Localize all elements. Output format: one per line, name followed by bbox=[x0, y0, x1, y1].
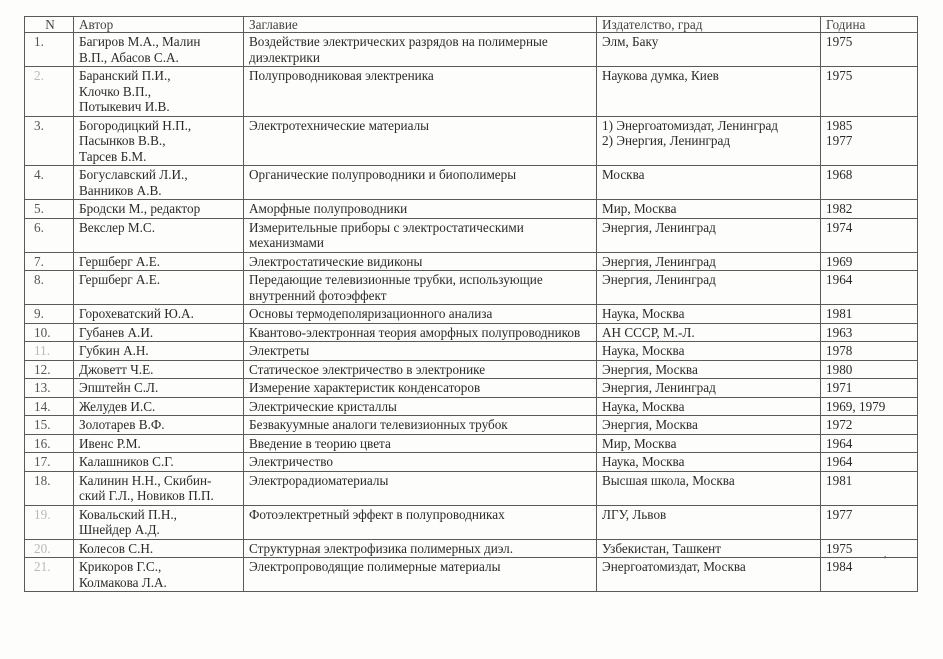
title-cell: Электрические кристаллы bbox=[244, 397, 597, 416]
bibliography-table bbox=[24, 16, 918, 592]
year-cell bbox=[821, 539, 918, 558]
author-cell bbox=[74, 379, 244, 398]
publisher-cell bbox=[597, 116, 821, 166]
year-cell bbox=[821, 271, 918, 305]
publisher-line: Узбекистан, Ташкент bbox=[602, 540, 722, 556]
author-cell bbox=[74, 342, 244, 361]
author-cell bbox=[74, 471, 244, 505]
title-cell: Аморфные полупроводники bbox=[244, 200, 597, 219]
title-cell: Структурная электрофизика полимерных диэл. bbox=[244, 539, 597, 558]
year-line: 1985 bbox=[826, 117, 853, 133]
table-row bbox=[25, 453, 918, 472]
year-line: 1977 bbox=[826, 506, 853, 522]
author-cell bbox=[74, 505, 244, 539]
author-text: Джоветт Ч.Е. bbox=[79, 361, 154, 377]
row-number: 7. bbox=[25, 252, 74, 271]
publisher-line: Энергия, Ленинград bbox=[602, 380, 716, 395]
year-cell bbox=[821, 305, 918, 324]
publisher-cell bbox=[597, 360, 821, 379]
table-row bbox=[25, 218, 918, 252]
title-cell: Электропроводящие полимерные материалы bbox=[244, 558, 597, 592]
author-cell bbox=[74, 33, 244, 67]
year-cell bbox=[821, 67, 918, 117]
header-author: Автор bbox=[74, 17, 244, 33]
row-number: 18. bbox=[25, 471, 74, 505]
year-line: 1968 bbox=[826, 167, 853, 182]
title-cell: Безвакуумные аналоги телевизионных трубок bbox=[244, 416, 597, 435]
author-text: Колесов С.Н. bbox=[79, 540, 154, 556]
publisher-cell bbox=[597, 539, 821, 558]
author-cell bbox=[74, 305, 244, 324]
year-cell bbox=[821, 360, 918, 379]
year-cell bbox=[821, 453, 918, 472]
year-cell bbox=[821, 416, 918, 435]
row-number: 5. bbox=[25, 200, 74, 219]
author-cell bbox=[74, 434, 244, 453]
year-cell bbox=[821, 505, 918, 539]
title-cell: Полупроводниковая электреника bbox=[244, 67, 597, 117]
author-text: Крикоров Г.С., Колмакова Л.А. bbox=[79, 559, 167, 590]
publisher-line: Наукова думка, Киев bbox=[602, 68, 719, 83]
title-cell: Основы термодеполяризационного анализа bbox=[244, 305, 597, 324]
publisher-line: Мир, Москва bbox=[602, 201, 677, 216]
publisher-line: 1) Энергоатомиздат, Ленинград bbox=[602, 117, 779, 133]
author-text: Губкин А.Н. bbox=[79, 343, 149, 358]
publisher-cell bbox=[597, 200, 821, 219]
year-line: 1977 bbox=[826, 133, 853, 148]
row-number: 8. bbox=[25, 271, 74, 305]
publisher-line: Наука, Москва bbox=[602, 454, 685, 469]
author-text: Калашников С.Г. bbox=[79, 454, 174, 469]
year-cell bbox=[821, 323, 918, 342]
publisher-cell bbox=[597, 471, 821, 505]
table-row bbox=[25, 33, 918, 67]
author-text: Бродски М., редактор bbox=[79, 201, 201, 216]
year-line: 1984 bbox=[826, 559, 853, 574]
year-line: 1969 bbox=[826, 253, 853, 269]
author-cell bbox=[74, 397, 244, 416]
table-row bbox=[25, 379, 918, 398]
row-number: 4. bbox=[25, 166, 74, 200]
publisher-line: 2) Энергия, Ленинград bbox=[602, 133, 731, 148]
table-row bbox=[25, 397, 918, 416]
author-text: Баранский П.И., Клочко В.П., Потыкевич И.В. bbox=[79, 68, 171, 114]
title-cell: Статическое электричество в электронике bbox=[244, 360, 597, 379]
table-row bbox=[25, 471, 918, 505]
title-cell: Электричество bbox=[244, 453, 597, 472]
author-cell bbox=[74, 360, 244, 379]
author-text: Желудев И.С. bbox=[79, 398, 156, 414]
publisher-line: Наука, Москва bbox=[602, 398, 685, 414]
title-cell: Измерительные приборы с электростатическими механизмами bbox=[244, 218, 597, 252]
year-line: 1975 bbox=[826, 540, 853, 556]
table-row bbox=[25, 360, 918, 379]
row-number: 13. bbox=[25, 379, 74, 398]
year-line: 1964 bbox=[826, 435, 853, 451]
table-row bbox=[25, 305, 918, 324]
publisher-cell bbox=[597, 323, 821, 342]
table-row bbox=[25, 166, 918, 200]
author-cell bbox=[74, 67, 244, 117]
year-line: 1980 bbox=[826, 361, 853, 377]
publisher-cell bbox=[597, 434, 821, 453]
year-cell bbox=[821, 471, 918, 505]
author-text: Богородицкий Н.П., Пасынков В.В., Тарсев Б.М. bbox=[79, 117, 192, 164]
author-cell bbox=[74, 453, 244, 472]
title-cell: Электротехнические материалы bbox=[244, 116, 597, 166]
year-line: 1964 bbox=[826, 454, 853, 469]
row-number: 6. bbox=[25, 218, 74, 252]
table-row bbox=[25, 416, 918, 435]
publisher-cell bbox=[597, 166, 821, 200]
title-cell: Электрорадиоматериалы bbox=[244, 471, 597, 505]
publisher-cell bbox=[597, 453, 821, 472]
publisher-cell bbox=[597, 416, 821, 435]
author-text: Горохеватский Ю.А. bbox=[79, 306, 194, 321]
author-text: Эпштейн С.Л. bbox=[79, 380, 159, 395]
publisher-line: Наука, Москва bbox=[602, 343, 685, 358]
author-cell bbox=[74, 558, 244, 592]
table-header-row bbox=[25, 17, 918, 33]
title-cell: Квантово-электронная теория аморфных полупроводников bbox=[244, 323, 597, 342]
stray-mark: , bbox=[884, 549, 887, 560]
author-cell bbox=[74, 218, 244, 252]
header-title: Заглавие bbox=[244, 17, 597, 33]
publisher-line: Высшая школа, Москва bbox=[602, 472, 735, 488]
table-row bbox=[25, 323, 918, 342]
year-cell bbox=[821, 166, 918, 200]
publisher-cell bbox=[597, 252, 821, 271]
table-row bbox=[25, 342, 918, 361]
publisher-cell bbox=[597, 397, 821, 416]
publisher-line: АН СССР, М.-Л. bbox=[602, 324, 695, 340]
year-cell bbox=[821, 218, 918, 252]
year-line: 1975 bbox=[826, 68, 853, 83]
author-text: Калинин Н.Н., Скибин- ский Г.Л., Новиков П.П. bbox=[79, 472, 214, 503]
row-number: 1. bbox=[25, 33, 74, 67]
table-row bbox=[25, 539, 918, 558]
table-row bbox=[25, 200, 918, 219]
author-cell bbox=[74, 271, 244, 305]
year-cell bbox=[821, 397, 918, 416]
header-year: Година bbox=[821, 17, 918, 33]
year-line: 1971 bbox=[826, 380, 853, 395]
year-cell bbox=[821, 434, 918, 453]
publisher-cell bbox=[597, 558, 821, 592]
year-cell bbox=[821, 342, 918, 361]
publisher-line: Энергия, Ленинград bbox=[602, 253, 716, 269]
title-cell: Фотоэлектретный эффект в полупроводниках bbox=[244, 505, 597, 539]
row-number: 19. bbox=[25, 505, 74, 539]
author-text: Гершберг А.Е. bbox=[79, 253, 161, 269]
year-cell bbox=[821, 116, 918, 166]
year-line: 1981 bbox=[826, 306, 853, 321]
table-row bbox=[25, 116, 918, 166]
year-line: 1974 bbox=[826, 219, 853, 235]
author-cell bbox=[74, 200, 244, 219]
publisher-line: Энергоатомиздат, Москва bbox=[602, 559, 746, 574]
author-cell bbox=[74, 252, 244, 271]
publisher-line: Элм, Баку bbox=[602, 34, 659, 49]
publisher-cell bbox=[597, 342, 821, 361]
title-cell: Введение в теорию цвета bbox=[244, 434, 597, 453]
table-row bbox=[25, 558, 918, 592]
year-cell bbox=[821, 200, 918, 219]
title-cell: Электростатические видиконы bbox=[244, 252, 597, 271]
row-number: 10. bbox=[25, 323, 74, 342]
publisher-line: Энергия, Ленинград bbox=[602, 219, 716, 235]
publisher-cell bbox=[597, 218, 821, 252]
year-line: 1972 bbox=[826, 417, 853, 432]
year-line: 1969, 1979 bbox=[826, 398, 886, 414]
header-publisher: Издателство, град bbox=[597, 17, 821, 33]
year-line: 1982 bbox=[826, 201, 853, 216]
publisher-cell bbox=[597, 305, 821, 324]
publisher-cell bbox=[597, 505, 821, 539]
year-cell bbox=[821, 379, 918, 398]
author-cell bbox=[74, 323, 244, 342]
row-number: 12. bbox=[25, 360, 74, 379]
author-text: Ивенс Р.М. bbox=[79, 435, 141, 451]
year-line: 1978 bbox=[826, 343, 853, 358]
year-line: 1981 bbox=[826, 472, 853, 488]
author-text: Багиров М.А., Малин В.П., Абасов С.А. bbox=[79, 34, 201, 65]
publisher-line: Наука, Москва bbox=[602, 306, 685, 321]
table-row bbox=[25, 434, 918, 453]
row-number: 21. bbox=[25, 558, 74, 592]
publisher-cell bbox=[597, 67, 821, 117]
author-text: Золотарев В.Ф. bbox=[79, 417, 165, 432]
author-text: Ковальский П.Н., Шнейдер А.Д. bbox=[79, 506, 177, 537]
table-row bbox=[25, 252, 918, 271]
publisher-line: Энергия, Ленинград bbox=[602, 272, 716, 287]
table-row bbox=[25, 505, 918, 539]
publisher-line: ЛГУ, Львов bbox=[602, 506, 667, 522]
year-cell bbox=[821, 558, 918, 592]
author-cell bbox=[74, 116, 244, 166]
header-num: N bbox=[25, 17, 74, 33]
row-number: 20. bbox=[25, 539, 74, 558]
table-body bbox=[25, 33, 918, 592]
year-line: 1963 bbox=[826, 324, 853, 340]
row-number: 2. bbox=[25, 67, 74, 117]
row-number: 17. bbox=[25, 453, 74, 472]
author-cell bbox=[74, 416, 244, 435]
row-number: 15. bbox=[25, 416, 74, 435]
row-number: 14. bbox=[25, 397, 74, 416]
table-row bbox=[25, 271, 918, 305]
author-text: Гершберг А.Е. bbox=[79, 272, 161, 287]
publisher-line: Москва bbox=[602, 167, 645, 182]
publisher-cell bbox=[597, 271, 821, 305]
title-cell: Органические полупроводники и биополимеры bbox=[244, 166, 597, 200]
title-cell: Передающие телевизионные трубки, использующие внутренний фотоэффект bbox=[244, 271, 597, 305]
row-number: 9. bbox=[25, 305, 74, 324]
publisher-cell bbox=[597, 33, 821, 67]
year-line: 1975 bbox=[826, 34, 853, 49]
publisher-cell bbox=[597, 379, 821, 398]
row-number: 3. bbox=[25, 116, 74, 166]
publisher-line: Энергия, Москва bbox=[602, 361, 698, 377]
author-cell bbox=[74, 539, 244, 558]
title-cell: Измерение характеристик конденсаторов bbox=[244, 379, 597, 398]
row-number: 16. bbox=[25, 434, 74, 453]
author-cell bbox=[74, 166, 244, 200]
publisher-line: Энергия, Москва bbox=[602, 417, 698, 432]
year-cell bbox=[821, 33, 918, 67]
title-cell: Электреты bbox=[244, 342, 597, 361]
year-cell bbox=[821, 252, 918, 271]
row-number: 11. bbox=[25, 342, 74, 361]
publisher-line: Мир, Москва bbox=[602, 435, 677, 451]
title-cell: Воздействие электрических разрядов на полимерные диэлектрики bbox=[244, 33, 597, 67]
year-line: 1964 bbox=[826, 272, 853, 287]
table-row bbox=[25, 67, 918, 117]
author-text: Векслер М.С. bbox=[79, 219, 156, 235]
author-text: Богуславский Л.И., Ванников А.В. bbox=[79, 167, 188, 198]
author-text: Губанев А.И. bbox=[79, 324, 154, 340]
